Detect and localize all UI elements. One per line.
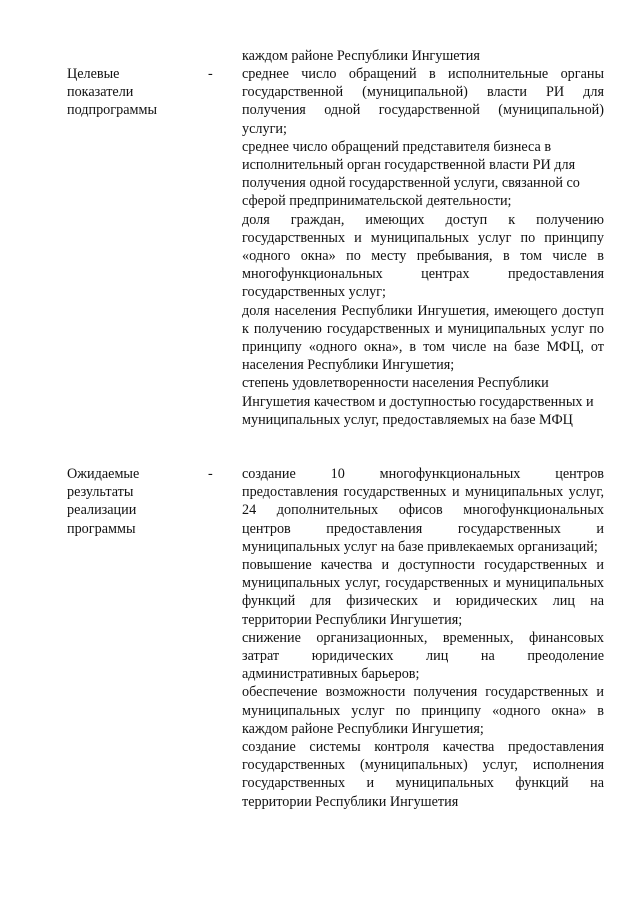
results-item-1: создание 10 многофункциональных центров предоставления государственных и муниципальных услуг, 24 дополнительных офисов многофункциональных центров предоставления государственных и муниципальных услуг на базе привлекаемых организаций; bbox=[242, 466, 604, 555]
targets-item-1: среднее число обращений в исполнительные органы государственной (муниципальной) власти РИ для получения одной государственной (муниципальной) услуги; bbox=[242, 66, 604, 137]
targets-label: Целевые показатели подпрограммы bbox=[67, 66, 157, 119]
results-dash: - bbox=[208, 466, 213, 482]
results-label: Ожидаемые результаты реализации программы bbox=[67, 466, 140, 537]
targets-content bbox=[242, 65, 604, 429]
targets-item-4: доля населения Республики Ингушетия, имеющего доступ к получению государственных и муниципальных услуг по принципу «одного окна», в том числе на базе МФЦ, от населения Республики Ингушетия; bbox=[242, 302, 604, 374]
results-item-3: снижение организационных, временных, финансовых затрат юридических лиц на преодоление административных барьеров; bbox=[242, 629, 604, 683]
continuation-line: каждом районе Республики Ингушетия bbox=[242, 48, 480, 64]
results-item-4: обеспечение возможности получения государственных и муниципальных услуг по принципу «одного окна» в каждом районе Республики Ингушетия; bbox=[242, 684, 604, 737]
targets-item-2: среднее число обращений представителя бизнеса в исполнительный орган государственной власти РИ для получения одной государственной услуги, связанной со сферой предпринимательской деятельности; bbox=[242, 138, 580, 210]
results-item-5: создание системы контроля качества предоставления государственных (муниципальных) услуг, исполнения государственных и муниципальных функций на территории Республики Ингушетия bbox=[242, 739, 604, 810]
targets-item-5: степень удовлетворенности населения Республики Ингушетия качеством и доступностью государственных и муниципальных услуг, предоставляемых на базе МФЦ bbox=[242, 375, 594, 428]
results-content bbox=[242, 465, 604, 811]
targets-dash: - bbox=[208, 66, 213, 82]
targets-item-3: доля граждан, имеющих доступ к получению государственных и муниципальных услуг по принципу «одного окна» по месту пребывания, в том числе в многофункциональных центрах предоставления государственных услуг; bbox=[242, 211, 604, 301]
continuation-text bbox=[242, 47, 604, 65]
results-item-2: повышение качества и доступности государственных и муниципальных услуг, государственных и муниципальных функций для физических и юридических лиц на территории Республики Ингушетия; bbox=[242, 557, 604, 628]
